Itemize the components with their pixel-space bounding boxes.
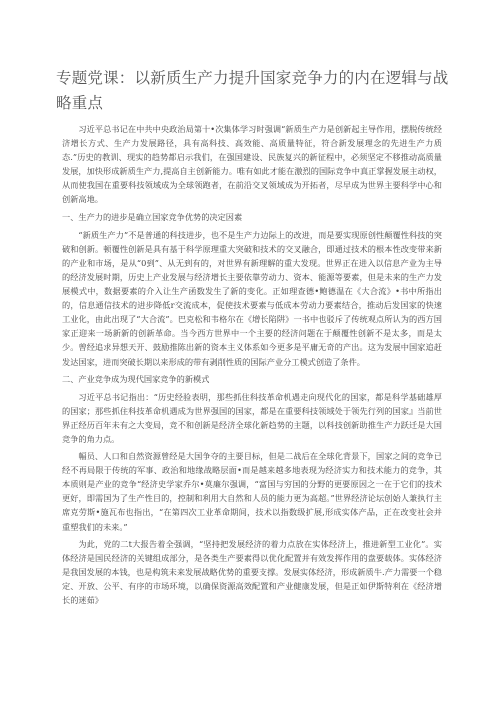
section1-paragraph: “新质生产力”不是普通的科技进步，也不是生产力边际上的改进，而是要实现原创性颠覆性科技的突破和创新。顿覆性创新是具有基于科学原理重大突破和技术的交叉融合，即通过技术的根本性改变带来新的产业和市场，是从“0到”、从无到有的，对世界有新理解的重大发现。世界正在进入以信息产业为主导的经济发展时期，历史上产业发展与经济增长主要依靠劳动力、资本、能源等要素，但是未来的生产力发展模式中，数据要素的介入让生产函数发生了新的变化。正如理查德•鲍德温在《大合流》•书中所指出的，信息通信技术的进步降低r交流成本，促使技术要素与低成本劳动力要素结合，推动后发国家的快速工业化，由此出现了“大合流”。巴克松和韦格尔在《增长陷阱》一书中也驳斥了传统观点所认为的西方国家正迎来一场新新的创新革命。当今西方世界中一个主要的经济问题在于颠覆性创新不是太多，而是太少。曾经追求异想天开、鼓励推陈出新的资本主义体系如今更多是平庸无奇的产出。这为发展中国家追赶发达国家，进而突破长期以来形成的带有剥削性质的国际产业分工模式创造了条件。 [62,229,442,367]
section2-paragraph: 为此，党的二t大报告着全强调，“坚持把发展经济的着力点放在实体经济上，推进新型工业化”。实体经济是国民经济的关键组成部分，是各类生产要素得以优化配置并有效发挥作用的盘要载体。实体经济是我国发展的本钱，也是构筑未来发展战略优势的重要支撑。发展实体经济，形成新质牛.产力需要一个稳定、开放、公平、有序的市场环境，以确保资源高效配置和产业健康发展，但是正如伊斯特利在《经济增长的迷茹》 [62,538,442,605]
intro-paragraph: 习近平总书记在中共中央政治局第十•次集体学习时强调“新质生产力是创新起主导作用，摆脱传统经济增长方式、生产力发展路径，具有高科技、高效能、高质量特征，符合新发展理念的先进生产力质态.”历史的教训、现实的趋势都启示我们，在强国建设、民族复兴的新征程中，必须坚定不移推动高质量发展，加快形成新质生产力,提高自主创新能力。唯有如此才能在激烈的国际竞争中真正掌握发展主动权，从而使我国在重要科技领域成为全球领跑者，在前沿交叉领域成为开拓者，尽早成为世界主要科学中心和创新高地。 [62,124,442,205]
section2-paragraph: 习近平总书记指出：“历史经验表明，那些抓住科技革命机遇走向现代化的国家，都是科学基础雄厚的国家；那些抓住科技革命机遇成为世界强国的国家，都是在重要科技领域处于领先行列的国家』当前世界正经历百年未有之大变局，竞不和创新是经济全球化新趋势的主题，以科技创新助推生产力跃迁是大国竞争的角力点。 [62,391,442,444]
section-heading-2: 二、产业竞争成为现代国家竞争的新模式 [62,373,210,384]
document-body [62,122,442,610]
section-heading-1: 一、生产力的进步是确立国家竞争优势的决定因素 [62,211,243,222]
section2-paragraph: 幅员、人口和自然资源曾经是大国争夺的主要目标，但是二战后在全球化背景下，国家之间的竞争已经不再局限于传统的军事、政治和地缘战略层面•而是越来越多地表现为经济实力和技术能力的竞争，其本质则是产业的竞争“经济史学家乔尔•莫廉尔强调，“富国与穷国的分野的更要原因之一在于它们的技术更好，即需国为了生产性目的，控制和利用大自然和人员的能力更为高超。”世界经济论坛创始人兼执行主席克劳斯•施瓦布也指出，“在第四次工业革命期间，技术以指数级扩展,形成实体产品，正在改变社会并重塑我们的未来。” [62,451,442,532]
document-title: 专题党课：以新质生产力提升国家竞争力的内在逻辑与战略重点 [56,69,449,112]
